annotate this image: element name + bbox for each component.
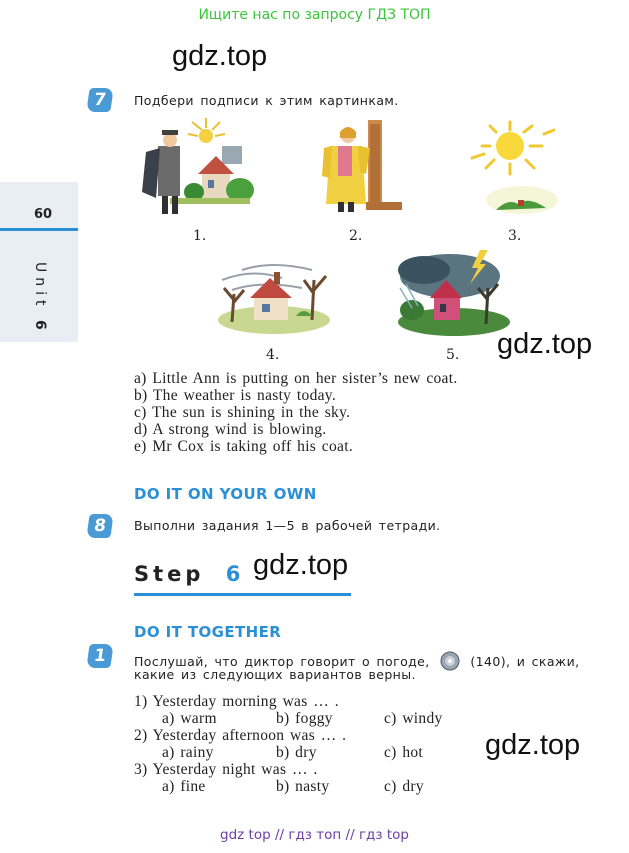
sentence-a: a) Little Ann is putting on her sister’s new coat. <box>134 370 458 387</box>
step-heading <box>134 562 244 586</box>
section-heading-together: DO IT TOGETHER <box>134 623 282 641</box>
step-word: Step <box>134 562 205 586</box>
picture-1-caption: 1. <box>193 228 207 244</box>
watermark: gdz.top <box>172 40 268 72</box>
picture-5-caption: 5. <box>446 347 460 363</box>
windy-house-picture <box>212 250 334 340</box>
exercise-8-text: Выполни задания 1—5 в рабочей тетради. <box>134 518 441 533</box>
exercise-7-instruction: Подбери подписи к этим картинкам. <box>134 93 399 108</box>
exercise-7-badge: 7 <box>86 88 113 112</box>
girl-putting-on-coat-picture <box>318 118 408 218</box>
section-heading-own: DO IT ON YOUR OWN <box>134 485 317 503</box>
picture-3-caption: 3. <box>508 228 522 244</box>
sentence-e: e) Mr Cox is taking off his coat. <box>134 438 354 455</box>
unit-word: Unit <box>32 262 48 311</box>
option: c) dry <box>384 778 424 795</box>
picture-2-caption: 2. <box>349 228 363 244</box>
exercise-1-line2: какие из следующих вариантов верны. <box>134 667 416 682</box>
bottom-link[interactable]: гдз топ <box>288 827 342 843</box>
page-number: 60 <box>34 207 53 222</box>
unit-number: 6 <box>32 319 48 330</box>
unit-label <box>26 262 66 332</box>
option: a) warm <box>162 710 217 727</box>
sun-shining-picture <box>466 118 561 218</box>
top-banner-link[interactable]: Ищите нас по запросу ГДЗ ТОП <box>198 7 431 23</box>
separator: // <box>274 827 285 843</box>
option: a) rainy <box>162 744 214 761</box>
audio-disc-icon[interactable] <box>440 651 460 674</box>
sentence-b: b) The weather is nasty today. <box>134 387 337 404</box>
option: b) nasty <box>276 778 330 795</box>
item-1-stem: 1) Yesterday morning was … . <box>134 693 339 710</box>
exercise-8-badge: 8 <box>86 514 113 538</box>
bottom-links <box>0 827 629 843</box>
item-2-stem: 2) Yesterday afternoon was … . <box>134 727 347 744</box>
item-3-stem: 3) Yesterday night was … . <box>134 761 318 778</box>
separator: // <box>345 827 355 843</box>
sentence-c: c) The sun is shining in the sky. <box>134 404 351 421</box>
watermark: gdz.top <box>497 328 593 360</box>
option: b) dry <box>276 744 317 761</box>
exercise-1-text-end: (140), и скажи, <box>470 654 580 669</box>
watermark: gdz.top <box>253 549 349 581</box>
exercise-1-badge: 1 <box>86 644 113 668</box>
side-divider <box>0 228 78 231</box>
option: a) fine <box>162 778 206 795</box>
picture-4-caption: 4. <box>266 347 280 363</box>
option: c) windy <box>384 710 443 727</box>
bottom-link[interactable]: gdz top <box>220 827 271 843</box>
bottom-link[interactable]: гдз top <box>358 827 409 843</box>
option: b) foggy <box>276 710 333 727</box>
option: c) hot <box>384 744 424 761</box>
stormy-house-picture <box>394 248 514 338</box>
step-underline <box>134 593 351 596</box>
step-number: 6 <box>225 562 245 586</box>
exercise-1-text-start: Послушай, что диктор говорит о погоде, <box>134 654 430 669</box>
man-taking-off-coat-picture <box>140 118 255 218</box>
watermark: gdz.top <box>485 729 581 761</box>
sentence-d: d) A strong wind is blowing. <box>134 421 327 438</box>
